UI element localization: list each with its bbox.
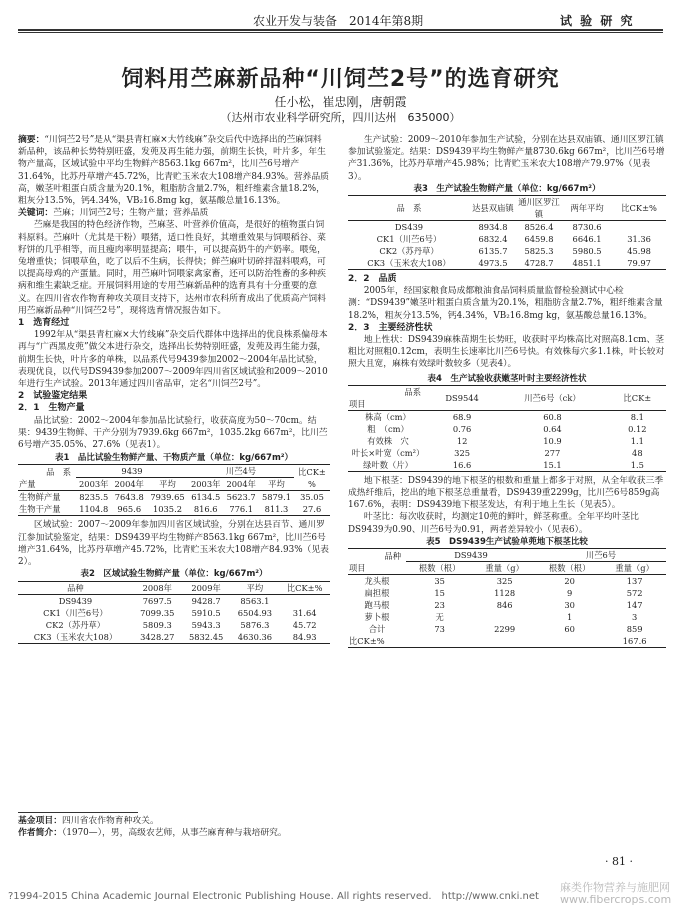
table-row: 生物鲜产量 8235.5 7643.8 7939.65 6134.5 5623.7 5879.1 35.05 (19, 492, 324, 503)
table1 (18, 464, 330, 516)
table5-caption: 表5 DS9439生产试验单蔸地下根茎比较 (426, 536, 588, 547)
table3: 品 系 达县双庙镇 通川区罗江镇 两年平均 比CK±% DS439 8934.8 8526.4 8730.6 CK1（川苎6号） 6832.4 6459.8 6646.1 31.36 CK2（苏丹草） 6135.7 5825.3 5980.5 45.98 CK3（玉米农大108） 4973.5 4728.7 4851.1 79.97 (348, 195, 666, 270)
table4-corner: 品系 项目 (349, 386, 421, 409)
section-2-3-heading: 2．3 主要经济性状 (348, 322, 433, 333)
table-row: 合计 73 2299 60 859 (368, 624, 643, 635)
table5: 品种 项目 DS9439 川苎6号 根数（根） 重量（g） 根数（根） 重量（g） 龙头根 35 325 20 137 扁担根 15 1128 9 572 跑马根 23 846 30 147 萝卜根 无 1 3 合计 73 2299 60 859 比CK±% 167.6 (348, 548, 666, 648)
table-row: 扁担根 15 1128 9 572 (364, 588, 643, 599)
copyright-notice: ?1994-2015 China Academic Journal Electronic Publishing House. All rights reserved. http://www.cnki.net (8, 891, 539, 902)
table1-subheader: 平均 (268, 479, 285, 490)
table1-subheader: 平均 (159, 479, 176, 490)
table1-subheader: 2004年 (226, 479, 256, 490)
authors: 任小松，崔忠刚，唐朝霞 (274, 95, 407, 109)
section-header: 试 验 研 究 (560, 14, 635, 28)
section-2-1-heading: 2．1 生物产量 (18, 403, 85, 414)
left-column (18, 134, 330, 644)
leaf-stem-text: 叶茎比：每次收获时，均测定10蔸的鲜叶，鲜茎称重。全年平均叶茎比DS9439为0.90、川苎6号为0.91，两者差异较小（见表6）。 (348, 512, 639, 535)
table3-caption: 表3 生产试验生物鲜产量（单位：kg/667m²） (413, 183, 601, 194)
table-row: 叶长×叶宽（cm²） 325 277 48 (351, 447, 643, 458)
table-row: CK2（苏丹草） 6135.7 5825.3 5980.5 45.98 (379, 246, 651, 257)
abstract (18, 134, 330, 207)
keywords (18, 207, 330, 219)
table-row: 生物干产量 1104.8 965.6 1035.2 816.6 776.1 811.3 27.6 (18, 503, 330, 516)
section-2-2-heading: 2．2 品质 (348, 274, 397, 285)
watermark (560, 882, 671, 906)
table-row: CK2（苏丹草） 5809.3 5943.3 5876.3 45.72 (45, 619, 317, 630)
section-2-2-text: 2005年，经国家粮食局成都粮油食品饲料质量监督检验测试中心检测：“DS9439”嫩茎叶粗蛋白质含量为20.1%，粗脂肪含量2.7%，粗纤维素含量18.2%，粗灰分13.5%，钙4.34%，VB₂16.8mg kg，氨基酸总量16.13%。 (348, 286, 663, 321)
header-rule-thin (18, 32, 663, 33)
table-row: 绿叶数（片） 16.6 15.1 1.5 (348, 459, 666, 472)
section-2-heading: 2 试验鉴定结果 (18, 391, 88, 402)
journal-header: 农业开发与装备 2014年第8期 (253, 14, 424, 28)
table-row: CK1（川苎6号） 7099.35 5910.5 6504.93 31.64 (43, 607, 317, 618)
paper-title: 饲料用苎麻新品种“川饲苎2号”的选育研究 (121, 67, 560, 92)
page-number: · 81 · (605, 855, 633, 868)
table1-group: 9439 (76, 465, 188, 478)
table-row: 跑马根 23 846 30 147 (364, 600, 643, 611)
table-row: 龙头根 35 325 20 137 (364, 576, 643, 587)
right-column (348, 134, 666, 648)
affiliation: （达州市农业科学研究所，四川达州 635000） (220, 111, 461, 124)
keywords-label: 关键词： (18, 208, 54, 219)
table-row: CK3（玉米农大108） 3428.27 5832.45 4630.36 84.93 (18, 631, 330, 644)
keywords-text: 苎麻；川饲苎2号；生物产量；营养品质 (53, 208, 209, 219)
table-row: 比CK±% 167.6 (348, 635, 666, 648)
abstract-label: 摘要： (18, 135, 45, 145)
footnote-fund: 基金项目：四川省农作物育种攻关。 (18, 816, 159, 826)
table-row: 有效株 穴 12 10.9 1.1 (367, 435, 644, 446)
footnote-author: 作者简介：（1970—），男，高级农艺师，从事苎麻育种与栽培研究。 (18, 828, 287, 839)
table-row: 萝卜根 无 1 3 (364, 612, 638, 623)
table5-corner: 品种 项目 (348, 549, 406, 575)
section-2-3-text: 地上性状：DS9439麻株苗期生长势旺，收获时平均株高比对照高8.1cm、茎粗比对照粗0.12cm，表明生长速率比川苎6号快。有效株每穴多1.1株，叶长较对照大且宽，麻株有效绿叶数较多（见表4）。 (348, 335, 665, 370)
table-row: CK3（玉米农大108） 4973.5 4728.7 4851.1 79.97 (348, 257, 666, 270)
intro-paragraph: 苎麻是我国的特色经济作物，苎麻茎、叶营养价值高，是很好的植物蛋白饲料原料。苎麻叶（尤其是干粉）喂猪，适口性良好，其增重效果与饲喂稻谷、菜籽饼的几乎相等，而且瘦肉率明显提高；喂牛，可以提高奶牛的产奶率。喂兔，兔增重快；饲喂草鱼，吃了以后不生病，长得快；鲜苎麻叶切碎拌湿料喂鸡，可以提高母鸡的产蛋量。同时，用苎麻叶饲喂家禽家畜，还可以防治牲畜的多种疾病和维生素缺乏症。开展饲料用途的专用苎麻新品种的选育具有十分重要的意义。在四川省农作物育种攻关项目支持下，达州市农科所育成出了优质高产饲料用苎麻新品种“川饲苎2号”，现将选育情况报告如下。 (18, 220, 326, 316)
section-1-heading: 1 选育经过 (18, 318, 70, 329)
table1-subheader: 2003年 (79, 479, 109, 490)
table-row: 株高（cm） 68.9 60.8 8.1 (365, 411, 644, 422)
watermark-en: www.fibercrops.com (560, 893, 672, 906)
section-1-text: 1992年从“渠县青杠麻×大竹线麻”杂交后代群体中选择出的优良株系偏母本再与“广西黑皮蔸”做父本进行杂交，选择出长势特别旺盛，发蔸及再生能力强，前期生长快，叶片多的单株，以品系代号9439参加2002～2004年品比试验，表现优良，以代号DS9439参加2007～2009年四川省区域试验和2009～2010年进行生产试验。2013年通过四川省品审，定名“川饲苎2号”。 (18, 330, 328, 390)
watermark-cn: 麻类作物营养与施肥网 (560, 881, 670, 894)
table1-group: 比CK±% (294, 465, 330, 491)
abstract-text: “川饲苎2号”是从“渠县青杠麻×大竹线麻”杂交后代中选择出的苎麻饲料新品种，该品种长势特别旺盛，发蔸及再生能力强，前期生长快，叶片多，年生物产量高，区域试验中平均生物鲜产8563.1kg 667m²，比川苎6号增产31.64%，比苏丹草增产45.72%，比青贮玉米农大108增产84.93%。营养品质高，嫩茎叶粗蛋白质含量为20.1%，粗脂肪含量2.7%，粗纤维素含量18.2%，粗灰分13.5%，钙4.34%，VB₂16.8mg kg，氨基酸总量16.13%。 (18, 135, 329, 207)
region-trial-text: 区域试验：2007～2009年参加四川省区域试验，分别在达县百节、通川罗江参加试验鉴定，结果：DS9439平均生物鲜产8563.1kg 667m²，比川苎6号增产31.64%，比苏丹草增产45.72%，比青贮玉米农大108增产84.93%（见表2）。 (18, 520, 329, 568)
footnote-rule (18, 812, 138, 813)
table-row: DS9439 7697.5 9428.7 8563.1 (58, 595, 270, 606)
table1-subheader: 2003年 (191, 479, 221, 490)
table-row: DS439 8934.8 8526.4 8730.6 (394, 222, 602, 233)
table1-subheader: 2004年 (114, 479, 144, 490)
table2: 品种 2008年 2009年 平均 比CK±% DS9439 7697.5 9428.7 8563.1 CK1（川苎6号） 7099.35 5910.5 6504.93 31.64 CK2（苏丹草） 5809.3 5943.3 5876.3 45.72 CK3（玉米农大108） 3428.27 5832.45 4630.36 84.93 (18, 581, 330, 644)
table4: 品系 项目 DS9544 川苎6号（ck） 比CK± 株高（cm） 68.9 60.8 8.1 粗 （cm） 0.76 0.64 0.12 有效株 穴 12 10.9 1.1 叶长×叶宽（cm²） 325 277 48 绿叶数（片） 16.6 15.1 1.5 (348, 385, 666, 472)
production-trial-text: 生产试验：2009～2010年参加生产试验，分别在达县双庙镇、通川区罗江镇参加试验鉴定。结果：DS9439平均生物鲜产量8730.6kg 667m²，比川苎6号增产31.36%，比苏丹草增产45.98%；比青贮玉米农大108增产79.97%（见表3）。 (348, 135, 665, 182)
header-rule (18, 29, 663, 31)
underground-text: 地下根茎：DS9439的地下根茎的根数和重量上都多于对照，从全年收获三季成热纤维后，挖出的地下根茎总重量看，DS9439重2299g，比川苎6号859g高167.6%，表明：DS9439地下根茎发达，有利于地上生长（见表5）。 (348, 475, 664, 511)
table1-caption: 表1 品比试验生物鲜产量、干物质产量（单位：kg/667m²） (54, 453, 294, 464)
table2-caption: 表2 区域试验生物鲜产量（单位：kg/667m²） (80, 569, 268, 580)
footnotes (18, 815, 330, 839)
table1-corner: 品 系 产量 (18, 465, 76, 491)
table-row: CK1（川苎6号） 6832.4 6459.8 6646.1 31.36 (376, 234, 651, 245)
section-2-1-text: 品比试验：2002～2004年参加品比试验行，收获高度为50～70cm。结果：9439生物鲜、干产分别为7939.6kg 667m²，1035.2kg 667m²，比川苎6号增产35.05%、27.6%（见表1）。 (18, 415, 328, 451)
table-row: 粗 （cm） 0.76 0.64 0.12 (367, 423, 647, 434)
table1-group: 川苎4号 (188, 465, 294, 478)
table4-caption: 表4 生产试验收获嫩茎叶时主要经济性状 (427, 373, 587, 384)
